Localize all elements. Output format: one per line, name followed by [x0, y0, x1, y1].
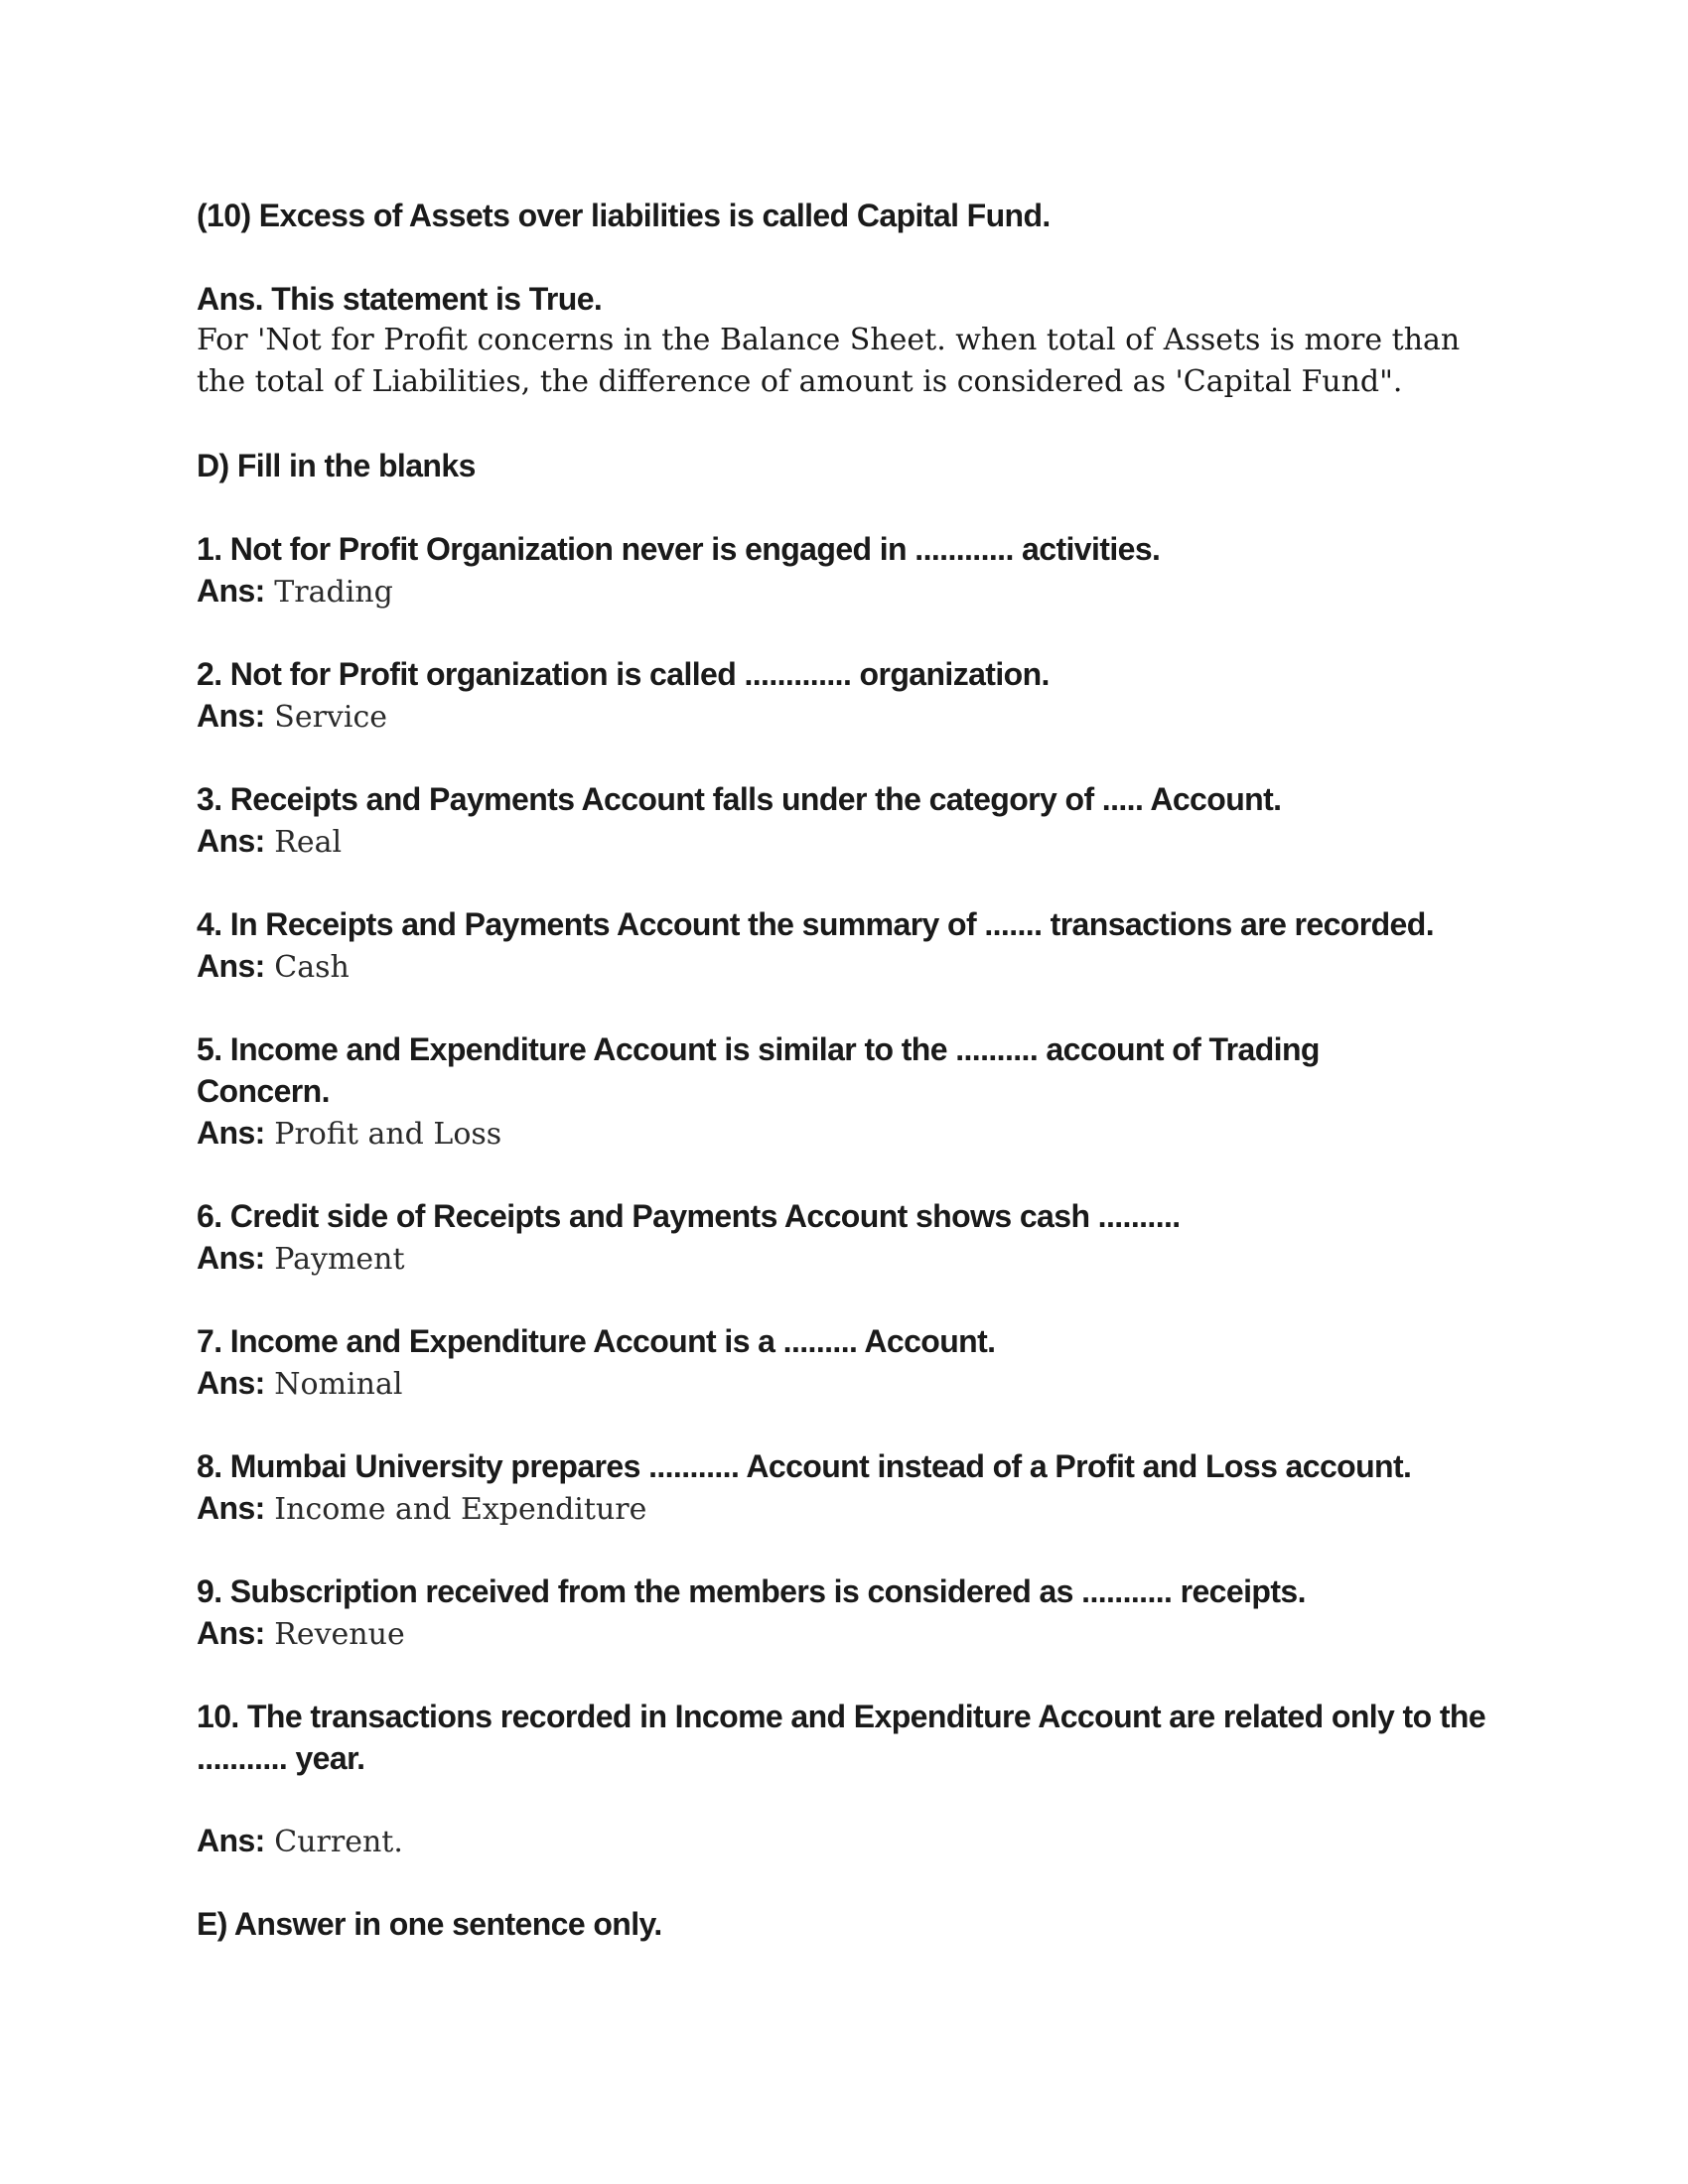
answer-text: Nominal	[274, 1367, 403, 1402]
answer-label: Ans:	[197, 948, 265, 984]
question-text: 3. Receipts and Payments Account falls under the category of ..... Account.	[197, 781, 1282, 817]
answer-label: Ans:	[197, 573, 265, 609]
answer-text: Profit and Loss	[274, 1117, 502, 1152]
question-text: 4. In Receipts and Payments Account the summary of ....... transactions are recorded.	[197, 906, 1434, 942]
fill-blank-item-8	[197, 1445, 1507, 1531]
answer-text: Payment	[274, 1242, 405, 1277]
answer-label: Ans:	[197, 823, 265, 859]
answer-label: Ans:	[197, 1115, 265, 1151]
fill-blank-item-5	[197, 1028, 1507, 1156]
fill-blank-item-4	[197, 903, 1507, 989]
fill-blank-item-3	[197, 778, 1507, 864]
answer-line	[197, 570, 1507, 614]
answer-text: Current.	[274, 1825, 403, 1859]
question-text: 10. The transactions recorded in Income and Expenditure Account are related only to the ........... year.	[197, 1699, 1486, 1776]
answer-line	[197, 695, 1507, 739]
section-e-heading: E) Answer in one sentence only.	[197, 1906, 662, 1942]
answer-text: Service	[274, 700, 388, 735]
statement-10: (10) Excess of Assets over liabilities is called Capital Fund.	[197, 198, 1051, 233]
fill-blank-item-7	[197, 1320, 1507, 1406]
answer-line	[197, 820, 1507, 864]
answer-line	[197, 1612, 1507, 1656]
section-d-heading: D) Fill in the blanks	[197, 448, 476, 483]
document-page	[197, 195, 1507, 1945]
answer-line	[197, 945, 1507, 989]
question-text: 5. Income and Expenditure Account is similar to the .......... account of Trading Concern.	[197, 1031, 1320, 1109]
answer-label: Ans:	[197, 1615, 265, 1651]
answer-line	[197, 1112, 1507, 1156]
answer-label: Ans:	[197, 698, 265, 734]
fill-blank-item-6	[197, 1195, 1507, 1281]
fill-blank-item-2	[197, 653, 1507, 739]
answer-text: Income and Expenditure	[274, 1492, 647, 1527]
answer-label: Ans:	[197, 1365, 265, 1401]
answer-label: Ans:	[197, 1823, 265, 1858]
answer-line	[197, 1237, 1507, 1281]
fill-blank-item-1	[197, 528, 1507, 614]
question-text: 1. Not for Profit Organization never is engaged in ............ activities.	[197, 531, 1161, 567]
question-text: 2. Not for Profit organization is called ............. organization.	[197, 656, 1050, 692]
answer-line	[197, 1487, 1507, 1531]
answer-text: Trading	[274, 575, 393, 610]
question-text: 8. Mumbai University prepares ........... Account instead of a Profit and Loss account.	[197, 1448, 1412, 1484]
answer-text: Cash	[274, 950, 350, 985]
answer-explanation: For 'Not for Profit concerns in the Balance Sheet. when total of Assets is more than the total of Liabilities, the difference of amount is considered as 'Capital Fund".	[197, 323, 1461, 399]
answer-line	[197, 1362, 1507, 1406]
answer-line	[197, 1820, 1507, 1863]
fill-blank-item-10	[197, 1696, 1507, 1863]
answer-heading: Ans. This statement is True.	[197, 281, 603, 317]
answer-label: Ans:	[197, 1490, 265, 1526]
answer-label: Ans:	[197, 1240, 265, 1276]
answer-text: Revenue	[274, 1617, 405, 1652]
answer-text: Real	[274, 825, 343, 860]
question-text: 7. Income and Expenditure Account is a ......... Account.	[197, 1323, 996, 1359]
question-text: 9. Subscription received from the members is considered as ........... receipts.	[197, 1573, 1306, 1609]
fill-blank-item-9	[197, 1570, 1507, 1656]
question-text: 6. Credit side of Receipts and Payments Account shows cash ..........	[197, 1198, 1181, 1234]
